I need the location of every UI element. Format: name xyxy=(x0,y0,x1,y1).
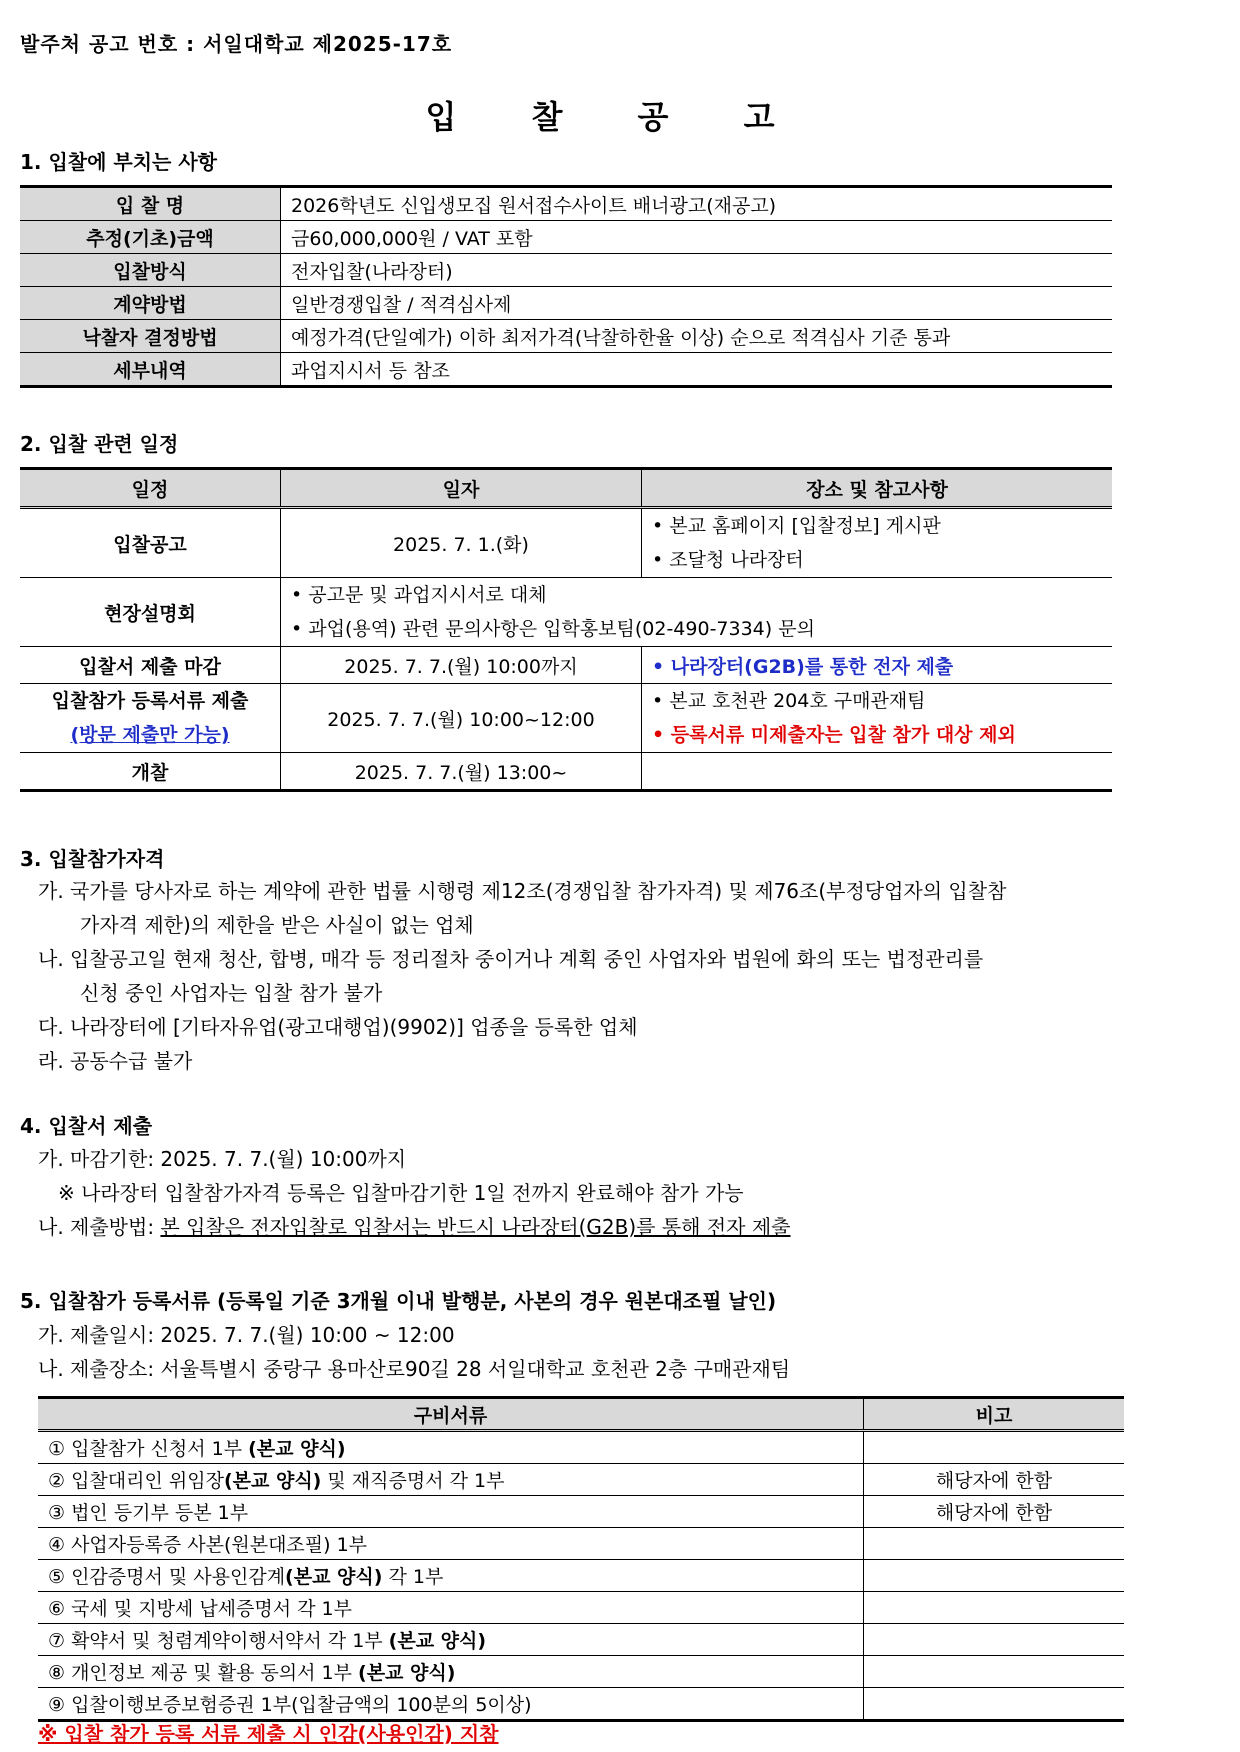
row-value: 과업지시서 등 참조 xyxy=(281,353,1113,387)
row-value: 금60,000,000원 / VAT 포함 xyxy=(281,221,1113,254)
row-value: 예정가격(단일예가) 이하 최저가격(낙찰하한율 이상) 순으로 적격심사 기준 통과 xyxy=(281,320,1113,353)
schedule-date: 2025. 7. 1.(화) xyxy=(281,508,642,578)
document-note: 해당자에 한함 xyxy=(864,1464,1125,1496)
note-line: • 공고문 및 과업지시서로 대체 xyxy=(291,584,547,606)
document-name: ⑤ 인감증명서 및 사용인감계(본교 양식) 각 1부 xyxy=(38,1560,864,1592)
table-row xyxy=(20,353,1112,387)
table-row xyxy=(20,647,1112,684)
table-row xyxy=(20,254,1112,287)
note-line: • 본교 호천관 204호 구매관재팀 xyxy=(652,690,926,712)
schedule-item: 개찰 xyxy=(20,753,281,791)
note-line: • 조달청 나라장터 xyxy=(652,549,804,571)
table-row xyxy=(38,1592,1124,1624)
table-row xyxy=(20,578,1112,647)
submit-method-text: 본 입찰은 전자입찰로 입찰서는 반드시 나라장터(G2B)를 통해 전자 제출 xyxy=(160,1215,791,1239)
schedule-item: 입찰공고 xyxy=(20,508,281,578)
table-row xyxy=(38,1560,1124,1592)
qualification-item: 나. 입찰공고일 현재 청산, 합병, 매각 등 정리절차 중이거나 계획 중인 사업자와 법원에 화의 또는 법정관리를 xyxy=(38,947,984,971)
documents-table xyxy=(38,1396,1124,1722)
row-value: 전자입찰(나라장터) xyxy=(281,254,1113,287)
document-note xyxy=(864,1431,1125,1464)
qualification-item: 가자격 제한)의 제한을 받은 사실이 없는 업체 xyxy=(80,913,474,937)
row-key: 세부내역 xyxy=(20,353,281,387)
schedule-date: 2025. 7. 7.(월) 10:00~12:00 xyxy=(281,684,642,753)
table-row xyxy=(20,684,1112,753)
footnote: ※ 입찰 참가 등록 서류 제출 시 인감(사용인감) 지참 xyxy=(38,1722,499,1746)
section-3-title: 3. 입찰참가자격 xyxy=(20,847,165,871)
document-note xyxy=(864,1688,1125,1721)
document-name: ④ 사업자등록증 사본(원본대조필) 1부 xyxy=(38,1528,864,1560)
table-row xyxy=(38,1688,1124,1721)
document-note xyxy=(864,1592,1125,1624)
table-row xyxy=(38,1528,1124,1560)
schedule-note xyxy=(642,647,1113,684)
document-name: ② 입찰대리인 위임장(본교 양식) 및 재직증명서 각 1부 xyxy=(38,1464,864,1496)
visit-only-link[interactable]: (방문 제출만 가능) xyxy=(70,724,230,746)
document-note xyxy=(864,1624,1125,1656)
schedule-item: 현장설명회 xyxy=(20,578,281,647)
table-row xyxy=(20,221,1112,254)
reg-place: 나. 제출장소: 서울특별시 중랑구 용마산로90길 28 서일대학교 호천관 2층 구매관재팀 xyxy=(38,1357,791,1381)
document-name: ① 입찰참가 신청서 1부 (본교 양식) xyxy=(38,1431,864,1464)
row-value: 일반경쟁입찰 / 적격심사제 xyxy=(281,287,1113,320)
note-line: • 나라장터(G2B)를 통한 전자 제출 xyxy=(652,655,954,678)
reg-datetime: 가. 제출일시: 2025. 7. 7.(월) 10:00 ~ 12:00 xyxy=(38,1323,455,1347)
table-header-row xyxy=(20,469,1112,508)
row-key: 추정(기초)금액 xyxy=(20,221,281,254)
note-line: • 본교 홈페이지 [입찰정보] 게시판 xyxy=(652,515,941,537)
qualification-item: 라. 공동수급 불가 xyxy=(38,1049,193,1073)
note-line: • 과업(용역) 관련 문의사항은 입학홍보팀(02-490-7334) 문의 xyxy=(291,618,815,640)
qualification-item: 신청 중인 사업자는 입찰 참가 불가 xyxy=(80,981,383,1005)
table-row xyxy=(38,1656,1124,1688)
section-1-title: 1. 입찰에 부치는 사항 xyxy=(20,150,217,174)
document-note xyxy=(864,1528,1125,1560)
submit-deadline: 가. 마감기한: 2025. 7. 7.(월) 10:00까지 xyxy=(38,1147,407,1171)
header-cell: 비고 xyxy=(864,1398,1125,1431)
row-key: 낙찰자 결정방법 xyxy=(20,320,281,353)
schedule-note xyxy=(642,684,1113,753)
bid-info-table xyxy=(20,185,1112,388)
document-name: ⑨ 입찰이행보증보험증권 1부(입찰금액의 100분의 5이상) xyxy=(38,1688,864,1721)
header-cell: 장소 및 참고사항 xyxy=(642,469,1113,508)
table-row xyxy=(20,753,1112,791)
announcement-number: 발주처 공고 번호 : 서일대학교 제2025-17호 xyxy=(20,32,453,56)
row-key: 입 찰 명 xyxy=(20,187,281,221)
header-cell: 구비서류 xyxy=(38,1398,864,1431)
row-value: 2026학년도 신입생모집 원서접수사이트 배너광고(재공고) xyxy=(281,187,1113,221)
document-note: 해당자에 한함 xyxy=(864,1496,1125,1528)
schedule-note xyxy=(642,753,1113,791)
qualification-item: 다. 나라장터에 [기타자유업(광고대행업)(9902)] 업종을 등록한 업체 xyxy=(38,1015,638,1039)
schedule-item xyxy=(20,684,281,753)
table-row xyxy=(38,1431,1124,1464)
schedule-item: 입찰서 제출 마감 xyxy=(20,647,281,684)
document-name: ③ 법인 등기부 등본 1부 xyxy=(38,1496,864,1528)
header-cell: 일자 xyxy=(281,469,642,508)
table-row xyxy=(38,1624,1124,1656)
schedule-table xyxy=(20,467,1112,792)
section-2-title: 2. 입찰 관련 일정 xyxy=(20,432,179,456)
header-cell: 일정 xyxy=(20,469,281,508)
submit-method-label: 나. 제출방법: xyxy=(38,1215,161,1239)
document-note xyxy=(864,1656,1125,1688)
section-5-title: 5. 입찰참가 등록서류 (등록일 기준 3개월 이내 발행분, 사본의 경우 원본대조필 날인) xyxy=(20,1289,777,1313)
table-row xyxy=(20,287,1112,320)
row-key: 입찰방식 xyxy=(20,254,281,287)
schedule-date: 2025. 7. 7.(월) 13:00~ xyxy=(281,753,642,791)
table-header-row xyxy=(38,1398,1124,1431)
document-note xyxy=(864,1560,1125,1592)
table-row xyxy=(20,320,1112,353)
table-row xyxy=(38,1496,1124,1528)
document-name: ⑥ 국세 및 지방세 납세증명서 각 1부 xyxy=(38,1592,864,1624)
page-title: 입 찰 공 고 xyxy=(425,98,807,136)
qualification-item: 가. 국가를 당사자로 하는 계약에 관한 법률 시행령 제12조(경쟁입찰 참가자격) 및 제76조(부정당업자의 입찰참 xyxy=(38,879,1007,903)
table-row xyxy=(20,508,1112,578)
schedule-date: 2025. 7. 7.(월) 10:00까지 xyxy=(281,647,642,684)
schedule-item-label: 입찰참가 등록서류 제출 xyxy=(51,690,249,712)
document-name: ⑧ 개인정보 제공 및 활용 동의서 1부 (본교 양식) xyxy=(38,1656,864,1688)
section-4-title: 4. 입찰서 제출 xyxy=(20,1114,153,1138)
schedule-note xyxy=(642,508,1113,578)
note-line: • 등록서류 미제출자는 입찰 참가 대상 제외 xyxy=(652,724,1016,746)
document-name: ⑦ 확약서 및 청렴계약이행서약서 각 1부 (본교 양식) xyxy=(38,1624,864,1656)
submit-note: ※ 나라장터 입찰참가자격 등록은 입찰마감기한 1일 전까지 완료해야 참가 가능 xyxy=(58,1181,744,1205)
row-key: 계약방법 xyxy=(20,287,281,320)
table-row xyxy=(38,1464,1124,1496)
table-row xyxy=(20,187,1112,221)
schedule-note xyxy=(281,578,1113,647)
submit-method xyxy=(38,1210,790,1244)
